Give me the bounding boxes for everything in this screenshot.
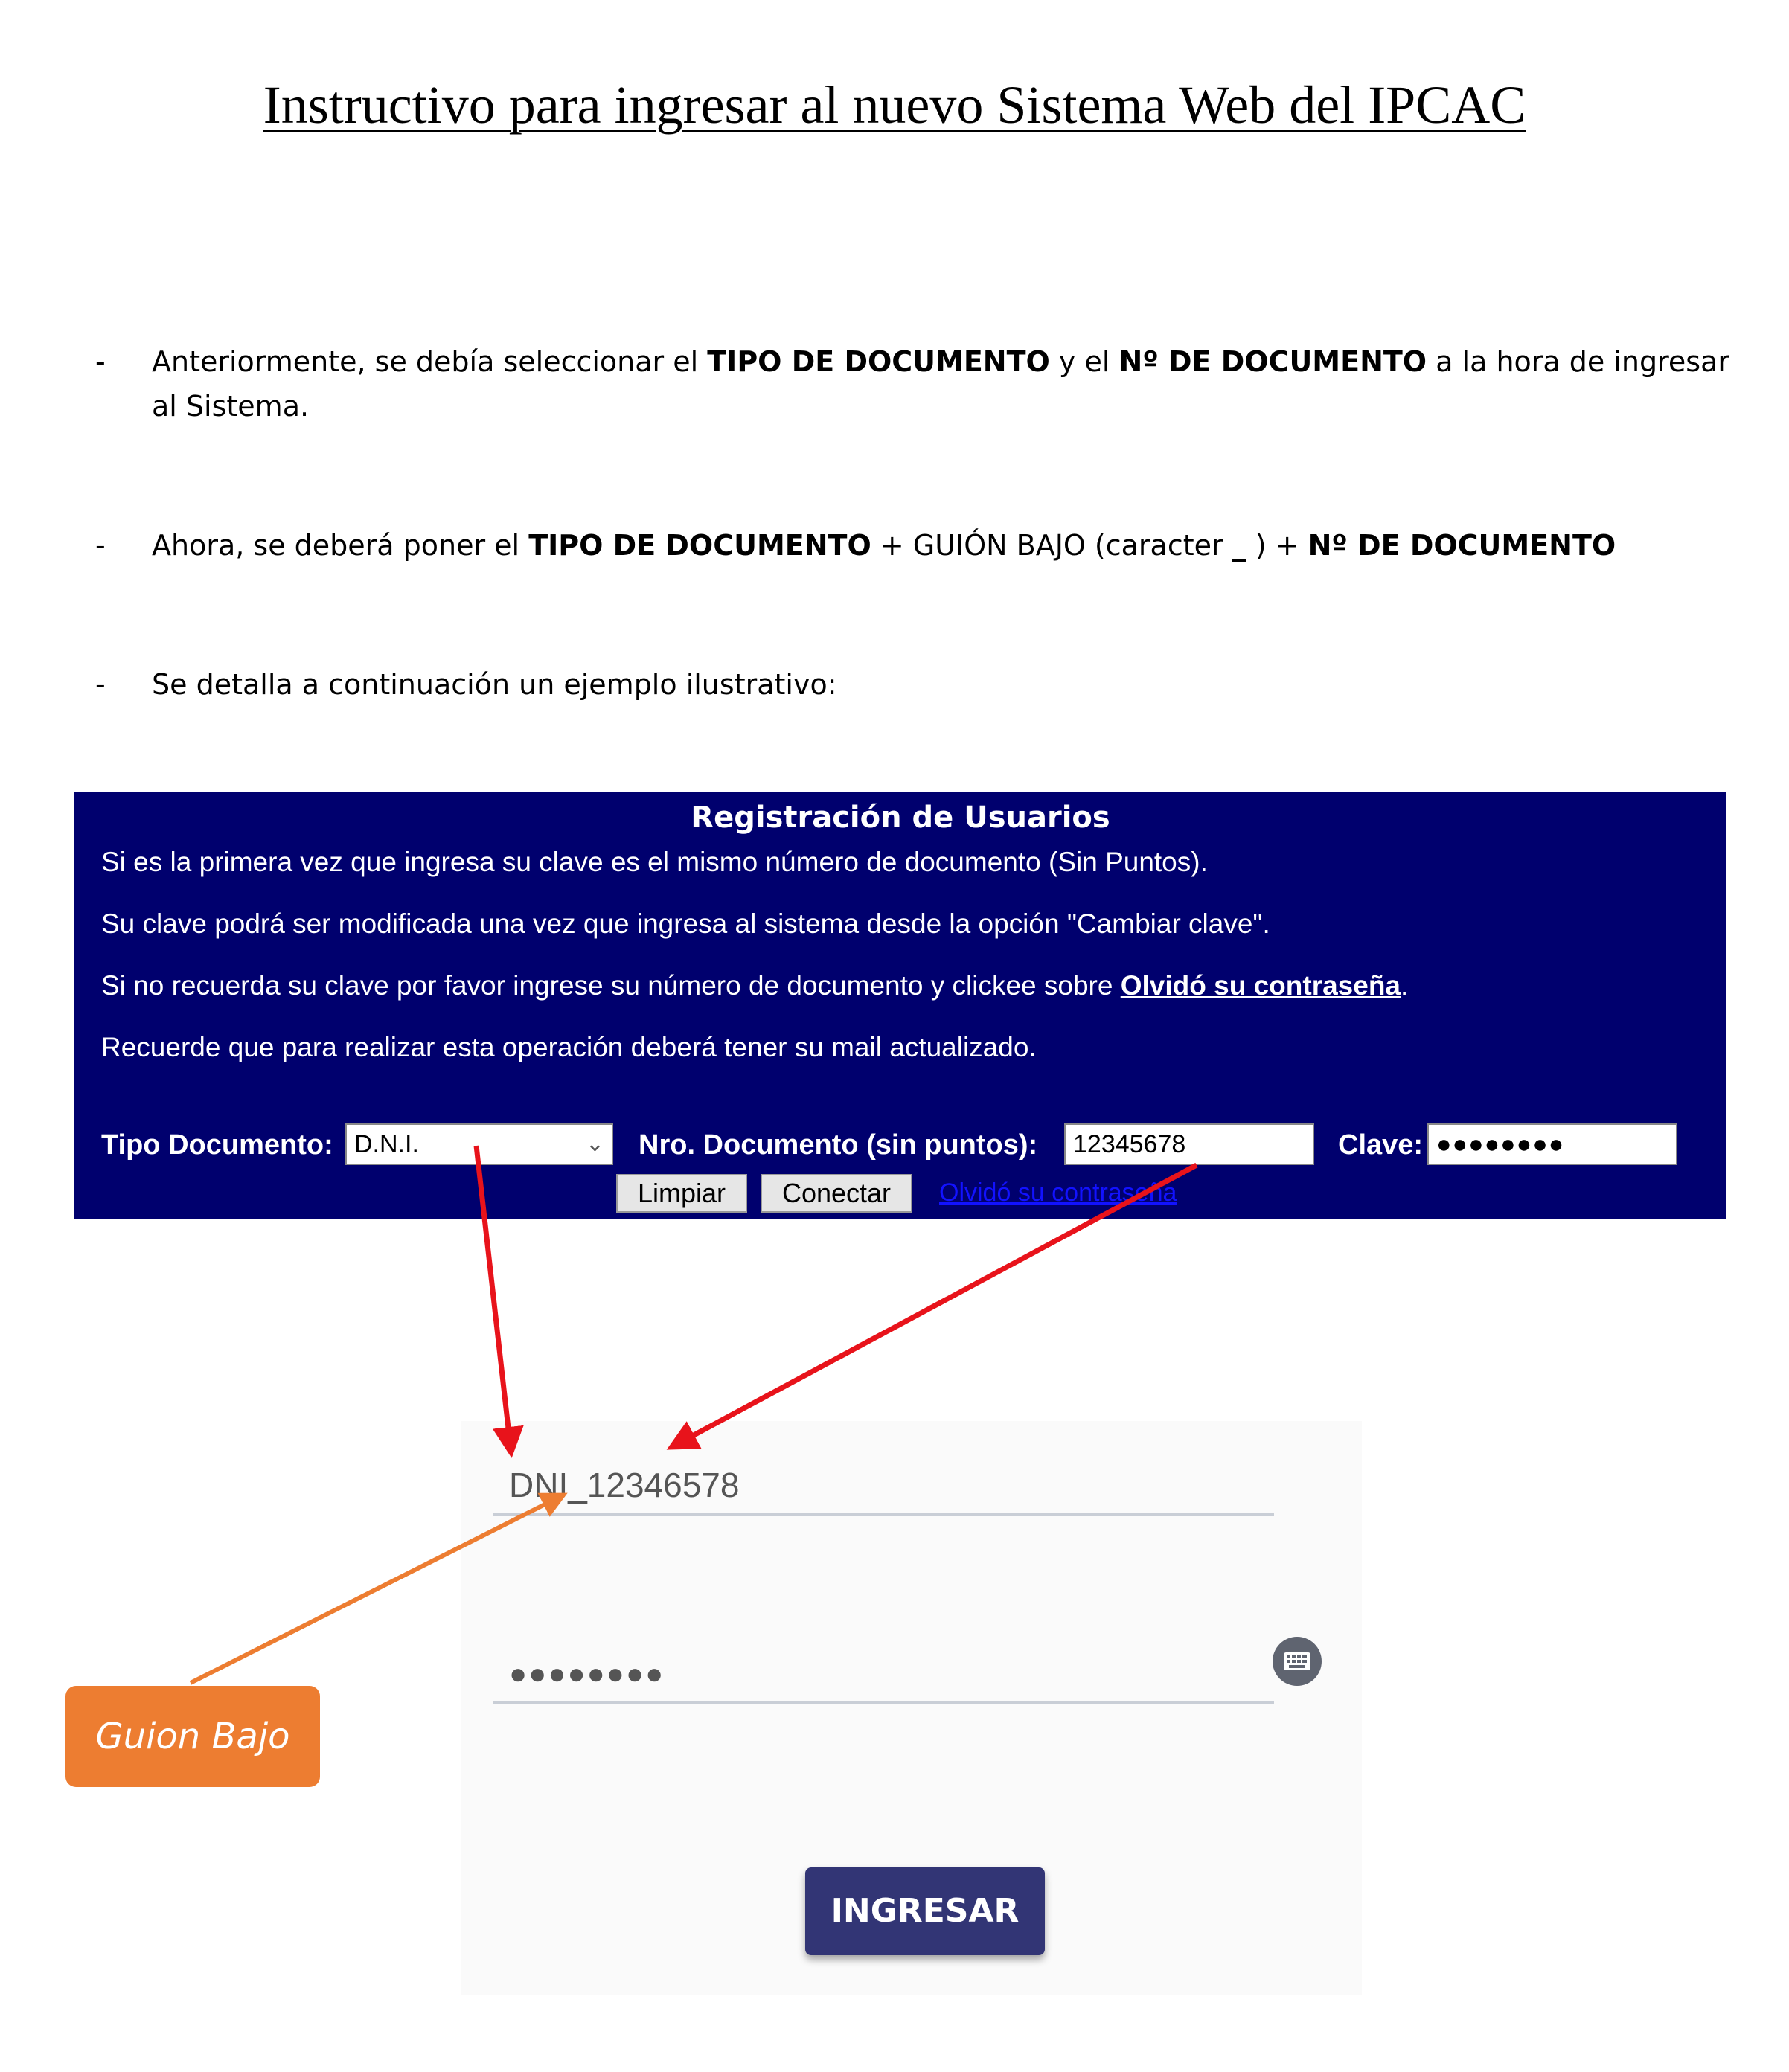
legacy-info-line: Si es la primera vez que ingresa su clave es el mismo número de documento (Sin Puntos). — [101, 847, 1208, 877]
nro-documento-input[interactable]: 12345678 — [1064, 1123, 1314, 1165]
nro-documento-label: Nro. Documento (sin puntos): — [639, 1129, 1038, 1161]
bullet-bold-part: _ — [1232, 529, 1246, 562]
tipo-documento-value: D.N.I. — [354, 1130, 419, 1158]
bullet-text-part: + GUIÓN BAJO (caracter — [871, 529, 1232, 562]
bullet-text-part: Anteriormente, se debía seleccionar el — [152, 345, 708, 378]
username-input[interactable]: DNI_12346578 — [493, 1457, 1274, 1516]
arrow-callout-to-underscore — [191, 1497, 560, 1683]
password-input[interactable]: ●●●●●●●● — [493, 1644, 1274, 1704]
bullet-text-part: Ahora, se deberá poner el — [152, 529, 529, 562]
bullet-bold-part: TIPO DE DOCUMENTO — [528, 529, 871, 562]
bullet-bold-part: TIPO DE DOCUMENTO — [707, 345, 1050, 378]
guion-bajo-callout: Guion Bajo — [65, 1686, 320, 1787]
clave-label: Clave: — [1338, 1129, 1424, 1161]
bullet-text-part: Se detalla a continuación un ejemplo ilustrativo: — [152, 668, 837, 701]
legacy-panel-title: Registración de Usuarios — [691, 801, 1110, 835]
bullet-dash: - — [95, 668, 106, 701]
limpiar-button[interactable]: Limpiar — [616, 1174, 747, 1213]
bullet-dash: - — [95, 345, 106, 378]
bullet-bold-part: Nº DE DOCUMENTO — [1308, 529, 1616, 562]
bullet-dash: - — [95, 529, 106, 562]
clave-input[interactable]: ●●●●●●●● — [1427, 1123, 1677, 1165]
tipo-documento-label: Tipo Documento: — [101, 1129, 333, 1161]
bullet-bold-part: Nº DE DOCUMENTO — [1118, 345, 1427, 378]
legacy-info-line: Su clave podrá ser modificada una vez que ingresa al sistema desde la opción "Cambiar clave". — [101, 908, 1270, 939]
legacy-forgot-inline-link[interactable]: Olvidó su contraseña — [1120, 970, 1401, 1001]
arrow-tipo-to-user — [476, 1146, 511, 1448]
ingresar-button[interactable]: INGRESAR — [805, 1867, 1045, 1955]
chevron-down-icon: ⌄ — [585, 1132, 604, 1156]
arrow-nro-to-user — [676, 1165, 1197, 1445]
conectar-button[interactable]: Conectar — [761, 1174, 912, 1213]
legacy-info-text: Si no recuerda su clave por favor ingrese su número de documento y clickee sobre — [101, 970, 1121, 1001]
legacy-info-text: . — [1401, 970, 1409, 1001]
bullet-text-part: y el — [1049, 345, 1119, 378]
document-title: Instructivo para ingresar al nuevo Sistema Web del IPCAC — [263, 75, 1526, 135]
legacy-info-line: Recuerde que para realizar esta operación deberá tener su mail actualizado. — [101, 1032, 1037, 1062]
bullet-text-part: ) + — [1246, 529, 1308, 562]
forgot-password-link[interactable]: Olvidó su contraseña — [939, 1178, 1177, 1207]
bullet-text-part: a la hora de ingresar al Sistema. — [152, 345, 1730, 423]
